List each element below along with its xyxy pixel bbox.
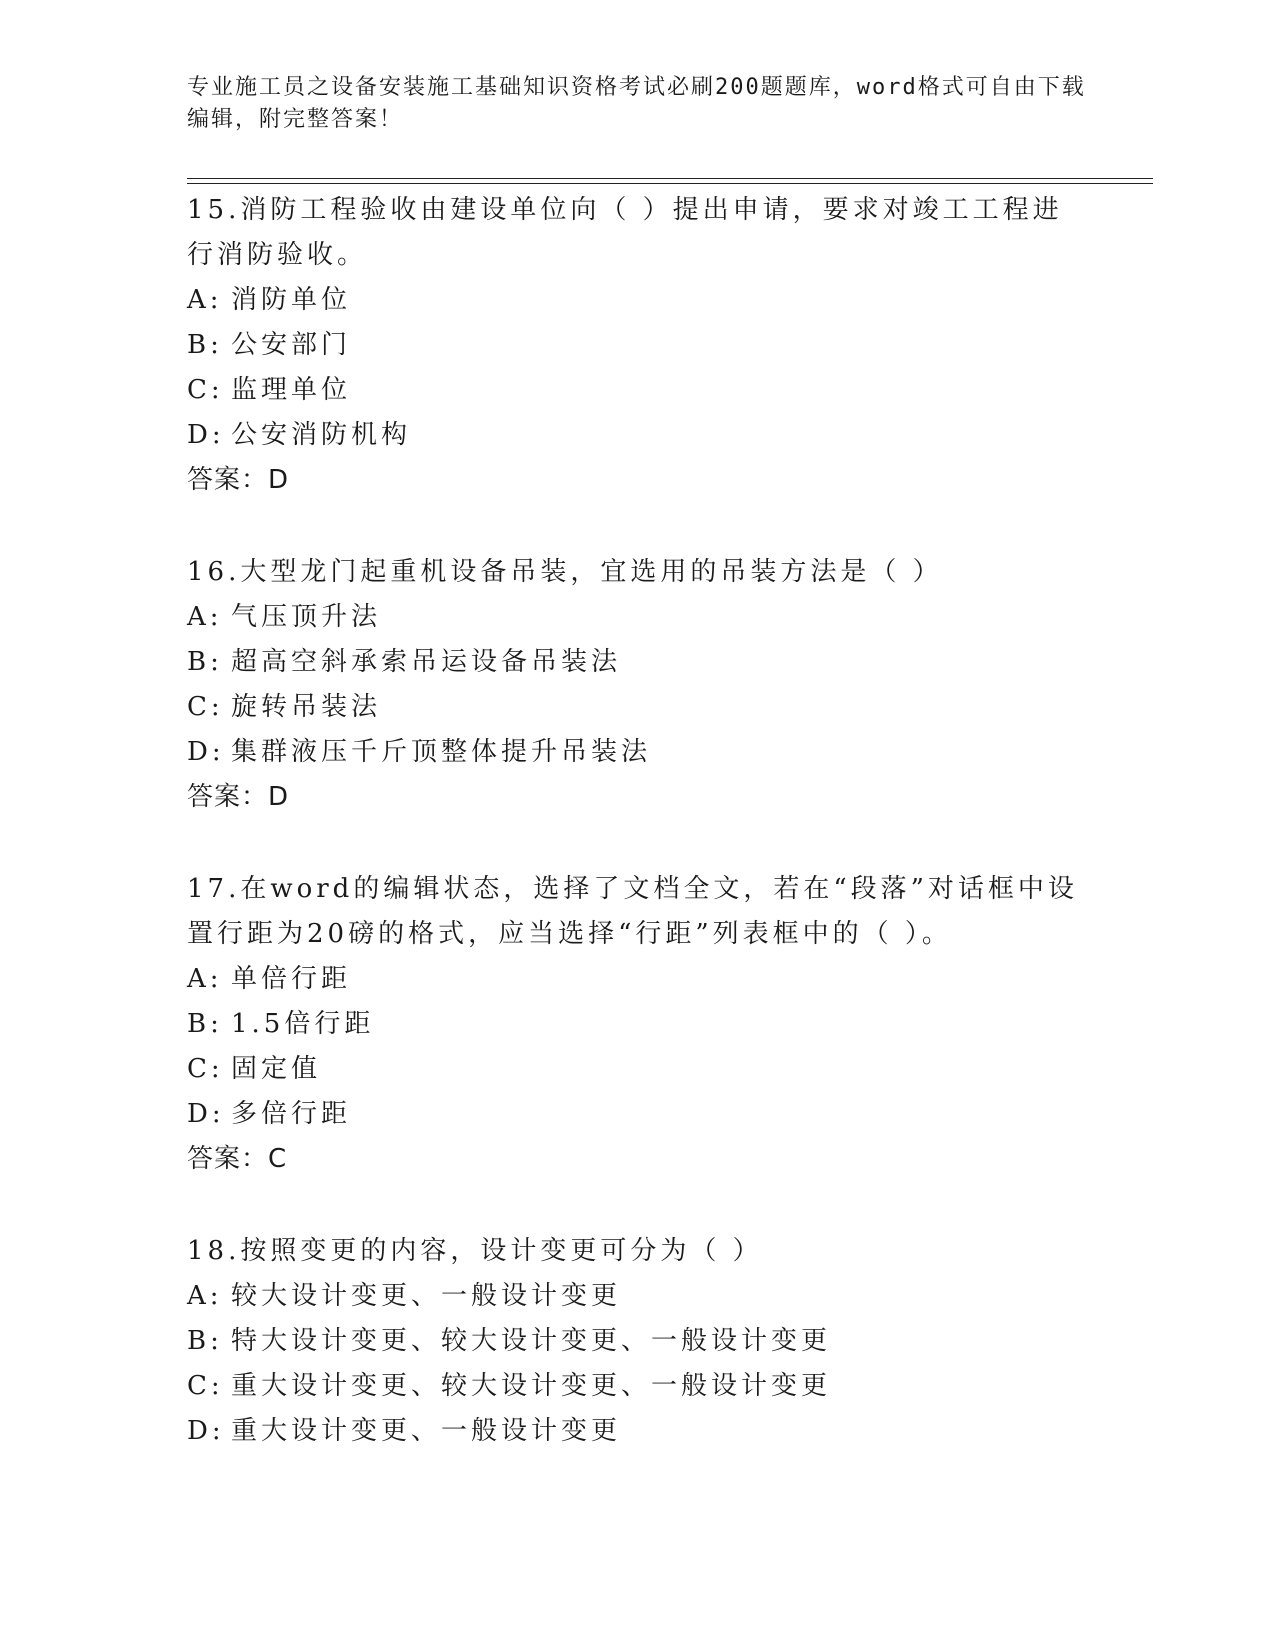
header-divider-bottom <box>187 183 1153 184</box>
option-text: 重大设计变更、一般设计变更 <box>231 1416 622 1446</box>
option-letter: B: <box>187 647 223 677</box>
option-letter: C: <box>187 1371 224 1401</box>
option-letter: A: <box>187 1281 223 1311</box>
option-text: 公安消防机构 <box>231 420 412 450</box>
option-d <box>187 1092 1087 1137</box>
option-letter: B: <box>187 330 223 360</box>
option-text: 1.5倍行距 <box>231 1009 375 1039</box>
question-16 <box>187 550 1087 820</box>
option-text: 单倍行距 <box>231 964 352 994</box>
document-header: 专业施工员之设备安装施工基础知识资格考试必刷200题题库，word格式可自由下载编辑，附完整答案！ <box>187 75 1086 132</box>
option-letter: A: <box>187 964 223 994</box>
option-text: 固定值 <box>231 1054 322 1084</box>
question-text: 18.按照变更的内容，设计变更可分为（ ） <box>187 1236 763 1266</box>
question-15 <box>187 188 1087 503</box>
header-divider-top <box>187 178 1153 179</box>
question-text: 15.消防工程验收由建设单位向（ ）提出申请，要求对竣工工程进行消防验收。 <box>187 195 1063 270</box>
answer-line: 答案：D <box>187 782 290 812</box>
option-c <box>187 1364 1087 1409</box>
question-18 <box>187 1229 1087 1454</box>
option-letter: B: <box>187 1009 223 1039</box>
option-a <box>187 278 1087 323</box>
question-text: 16.大型龙门起重机设备吊装，宜选用的吊装方法是（ ） <box>187 557 943 587</box>
option-a <box>187 1274 1087 1319</box>
option-text: 较大设计变更、一般设计变更 <box>231 1281 622 1311</box>
option-text: 超高空斜承索吊运设备吊装法 <box>231 647 622 677</box>
option-text: 重大设计变更、较大设计变更、一般设计变更 <box>231 1371 832 1401</box>
option-text: 特大设计变更、较大设计变更、一般设计变更 <box>231 1326 832 1356</box>
question-list <box>187 188 1087 1501</box>
option-b <box>187 1002 1087 1047</box>
question-text: 17.在word的编辑状态，选择了文档全文，若在“段落”对话框中设置行距为20磅的格式，应当选择“行距”列表框中的（ ）。 <box>187 874 1078 949</box>
option-text: 消防单位 <box>231 285 352 315</box>
option-d <box>187 1409 1087 1454</box>
answer-line: 答案：C <box>187 1144 288 1174</box>
option-d <box>187 413 1087 458</box>
option-letter: D: <box>187 737 225 767</box>
option-letter: D: <box>187 420 225 450</box>
option-d <box>187 730 1087 775</box>
option-c <box>187 685 1087 730</box>
option-letter: C: <box>187 1054 224 1084</box>
option-a <box>187 957 1087 1002</box>
option-text: 旋转吊装法 <box>231 692 382 722</box>
option-text: 集群液压千斤顶整体提升吊装法 <box>231 737 652 767</box>
option-letter: A: <box>187 285 223 315</box>
option-letter: C: <box>187 375 224 405</box>
option-b <box>187 640 1087 685</box>
option-text: 公安部门 <box>231 330 352 360</box>
option-a <box>187 595 1087 640</box>
option-text: 多倍行距 <box>231 1099 352 1129</box>
option-b <box>187 323 1087 368</box>
option-text: 监理单位 <box>231 375 352 405</box>
option-letter: D: <box>187 1416 225 1446</box>
option-letter: B: <box>187 1326 223 1356</box>
option-b <box>187 1319 1087 1364</box>
option-text: 气压顶升法 <box>231 602 382 632</box>
option-letter: D: <box>187 1099 225 1129</box>
option-letter: A: <box>187 602 223 632</box>
option-letter: C: <box>187 692 224 722</box>
option-c <box>187 368 1087 413</box>
answer-line: 答案：D <box>187 465 290 495</box>
question-17 <box>187 867 1087 1182</box>
option-c <box>187 1047 1087 1092</box>
